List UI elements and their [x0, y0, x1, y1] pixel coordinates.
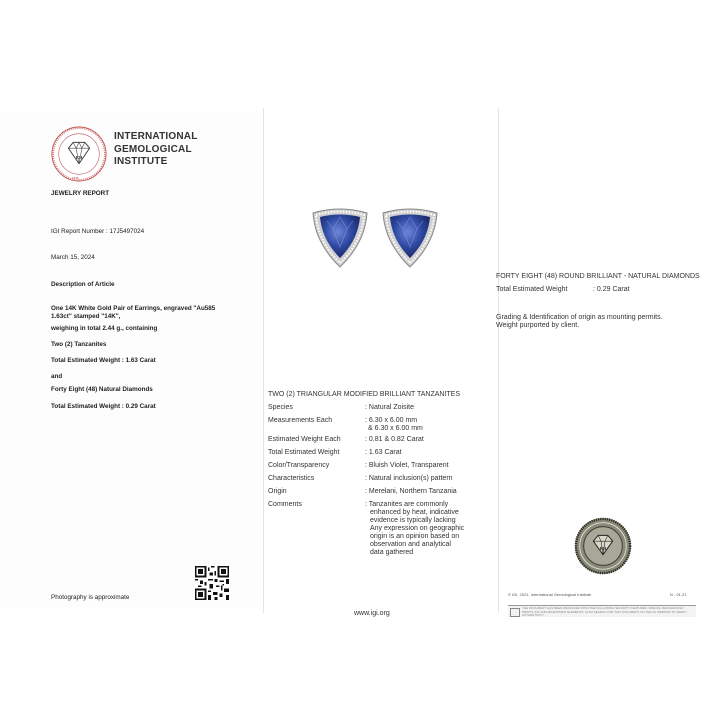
detail-label: Comments	[268, 501, 302, 508]
igi-seal-hologram	[574, 517, 632, 575]
document-icon	[510, 608, 520, 617]
stones-tanzanite: Two (2) Tanzanites	[51, 341, 107, 348]
detail-value: : 0.81 & 0.82 Carat	[365, 436, 424, 443]
description-line: One 14K White Gold Pair of Earrings, engraved "Au585	[51, 305, 216, 312]
report-title: JEWELRY REPORT	[51, 190, 110, 197]
comment-line: Any expression on geographic	[370, 525, 465, 532]
tanzanite-section-title: TWO (2) TRIANGULAR MODIFIED BRILLIANT TANZANITES	[268, 391, 461, 398]
detail-value: : 6.30 x 6.00 mm	[365, 417, 418, 424]
grading-note: Grading & Identification of origin as mounting permits.	[496, 314, 663, 321]
right-tanzanite	[390, 215, 430, 259]
svg-text:IGI: IGI	[75, 155, 83, 161]
total-weight-diamond: Total Estimated Weight : 0.29 Carat	[51, 403, 156, 410]
comment-line: enhanced by heat, indicative	[370, 509, 459, 516]
detail-value: & 6.30 x 6.00 mm	[368, 425, 423, 432]
left-tanzanite	[320, 215, 360, 259]
detail-label: Measurements Each	[268, 417, 333, 424]
weight-line: weighing in total 2.44 g., containing	[51, 325, 158, 332]
detail-label: Species	[268, 404, 293, 411]
description-line: 1.63ct" stamped "14K",	[51, 313, 121, 320]
brand-line: INTERNATIONAL	[114, 131, 198, 142]
detail-label: Estimated Weight Each	[268, 436, 341, 443]
diamond-total-label: Total Estimated Weight	[496, 286, 568, 293]
seal-year: 1975	[72, 176, 79, 180]
brand-line: GEMOLOGICAL	[114, 143, 192, 155]
comment-line: observation and analytical	[370, 541, 451, 548]
detail-value: : Tanzanites are commonly	[365, 501, 449, 508]
fold-line-left	[263, 108, 264, 613]
total-weight-tanzanite: Total Estimated Weight : 1.63 Carat	[51, 357, 156, 364]
diamond-section-title: FORTY EIGHT (48) ROUND BRILLIANT - NATURAL DIAMONDS	[496, 273, 700, 280]
detail-label: Characteristics	[268, 475, 315, 482]
description-heading: Description of Article	[51, 281, 115, 288]
report-number: IGI Report Number : 17J5497024	[51, 228, 145, 235]
detail-value: : Natural Zoisite	[365, 404, 415, 411]
brand-line: INSTITUTE	[114, 156, 168, 167]
diamond-total-value: : 0.29 Carat	[593, 286, 630, 293]
security-fine-print: THE DOCUMENT HAS BEEN PRODUCED WITH THE FOLLOWING SECURITY FEATURES: SPECIAL BACKGROUND PRINTS, INK AND MICROPRINT ELEMENTS. ALSO SEARCH FOR THIS DOCUMENT ON THE IGI WEBSITE TO VERIFY AUTHENTICITY.	[522, 606, 687, 618]
security-footer	[508, 605, 696, 617]
igi-seal-logo	[50, 125, 108, 183]
comment-line: origin is an opinion based on	[370, 533, 460, 540]
detail-value: : Natural inclusion(s) pattern	[365, 475, 453, 482]
qr-code	[195, 566, 229, 600]
detail-label: Color/Transparency	[268, 462, 330, 469]
detail-label: Total Estimated Weight	[268, 449, 340, 456]
detail-value: : 1.63 Carat	[365, 449, 402, 456]
copyright-text: © IGI, 2021, International Gemological Institute	[508, 592, 592, 597]
comment-line: evidence is typically lacking	[370, 517, 456, 524]
brand-name	[114, 131, 198, 169]
website-text: www.igi.org	[354, 610, 390, 617]
detail-value: : Bluish Violet, Transparent	[365, 462, 449, 469]
report-date: March 15, 2024	[51, 254, 95, 261]
photo-note: Photography is approximate	[51, 594, 130, 601]
detail-value: : Merelani, Northern Tanzania	[365, 488, 457, 495]
weight-note: Weight purported by client.	[496, 322, 580, 329]
svg-text:IGI: IGI	[599, 546, 607, 552]
detail-label: Origin	[268, 488, 287, 495]
comment-line: data gathered	[370, 549, 414, 556]
stones-diamond: Forty Eight (48) Natural Diamonds	[51, 386, 153, 393]
earrings-photo	[305, 203, 445, 273]
and-text: and	[51, 373, 63, 380]
fold-line-right	[498, 108, 499, 613]
form-code: N - 01.21	[670, 592, 687, 597]
